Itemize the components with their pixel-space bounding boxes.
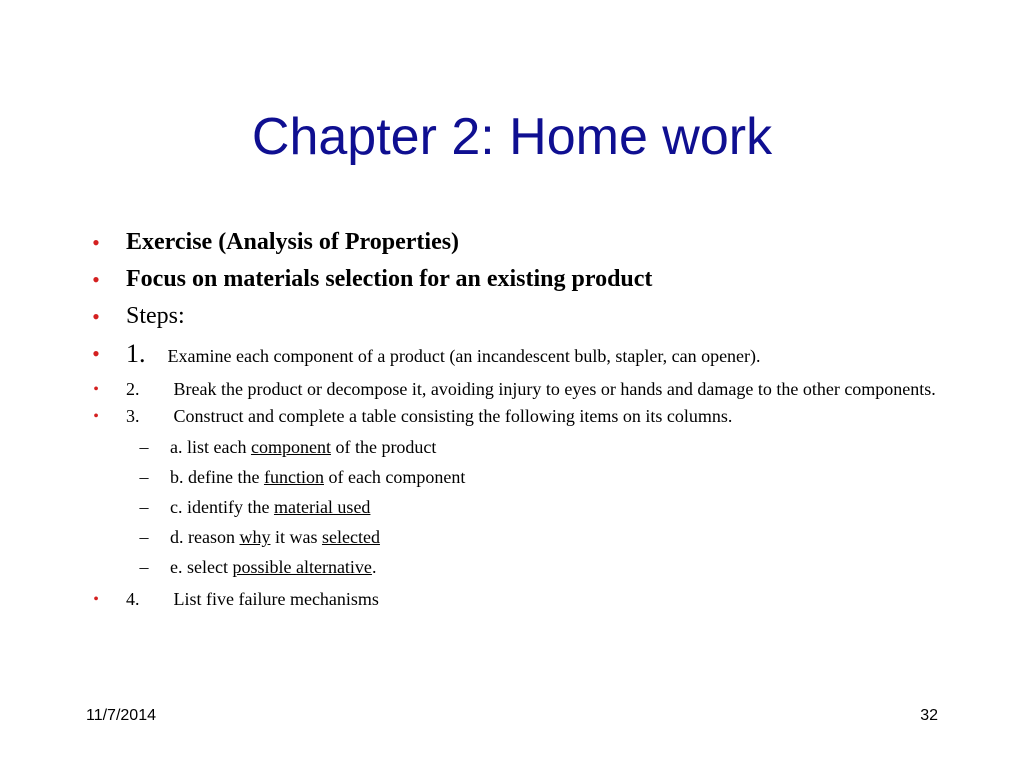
bullet-text: Break the product or decompose it, avoiding injury to eyes or hands and damage to the other components. [173,379,936,399]
bullet-item [86,335,946,375]
sub-item-text: d. reason [170,527,240,547]
footer-page-number: 32 [920,707,938,724]
step-number: 3. [126,406,140,426]
underlined-term: material used [273,497,371,517]
bullet-item [86,588,946,611]
underlined-term: why [239,527,271,547]
sub-item [86,492,946,522]
bullet-text: Focus on materials selection for an existing product [126,266,653,292]
sub-item-text: of each component [323,467,466,487]
step-number: 1. [126,339,146,368]
bullet-icon: • [93,591,99,608]
underlined-term: function [263,467,324,487]
sub-item [86,522,946,552]
bullet-text: Steps: [126,303,185,329]
bullet-text: List five failure mechanisms [173,589,379,609]
sub-item-text: . [371,557,377,577]
dash-icon: – [139,437,149,457]
bullet-item [86,224,946,261]
bullet-item [86,405,946,428]
sub-item-text: e. select [170,557,233,577]
bullet-item [86,298,946,335]
sub-item-text: a. list each [170,437,251,457]
bullet-item [86,261,946,298]
bullet-icon: • [92,267,100,292]
sub-item-text: of the product [330,437,437,457]
underlined-term: possible alternative [232,557,372,577]
sub-item-text: c. identify the [170,497,274,517]
bullet-text: Examine each component of a product (an incandescent bulb, stapler, can opener). [167,346,761,366]
bullet-icon: • [93,381,99,398]
underlined-term: selected [321,527,380,547]
bullet-list [86,224,946,615]
bullet-icon: • [92,304,100,329]
slide-title: Chapter 2: Home work [251,108,773,166]
step-number: 2. [126,379,140,399]
dash-icon: – [139,467,149,487]
bullet-text: Exercise (Analysis of Properties) [126,229,460,255]
footer-date: 11/7/2014 [86,707,156,724]
bullet-item [86,378,946,401]
sub-item [86,552,946,582]
dash-icon: – [139,497,149,517]
sub-item-text: it was [270,527,322,547]
dash-icon: – [139,527,149,547]
bullet-icon: • [92,341,100,366]
sub-item-text: b. define the [170,467,264,487]
sub-item [86,432,946,462]
bullet-text: Construct and complete a table consisting the following items on its columns. [173,406,733,426]
sub-item [86,462,946,492]
bullet-icon: • [93,408,99,425]
step-number: 4. [126,589,140,609]
bullet-icon: • [92,230,100,255]
underlined-term: component [250,437,331,457]
dash-icon: – [139,557,149,577]
